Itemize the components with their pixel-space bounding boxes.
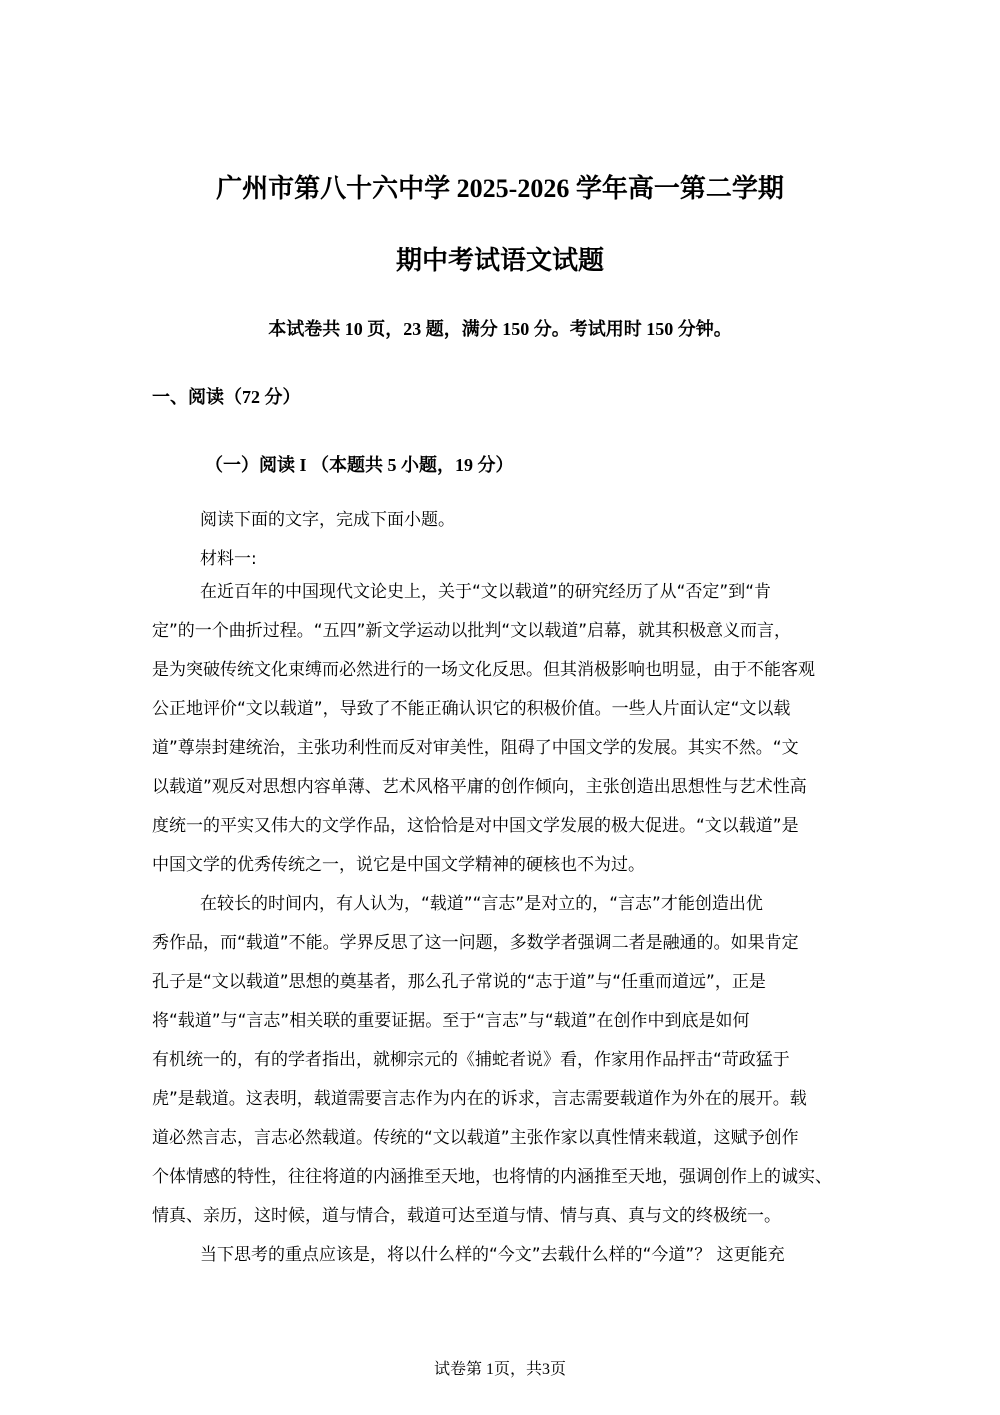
paragraph-1 <box>152 573 852 885</box>
paragraph-3 <box>152 1236 852 1275</box>
exam-intro: 本试卷共 10 页，23 题，满分 150 分。考试用时 150 分钟。 <box>268 319 732 339</box>
paragraph-line: 中国文学的优秀传统之一，说它是中国文学精神的硬核也不为过。 <box>152 855 645 875</box>
page-footer: 试卷第 1页，共3页 <box>433 1361 566 1378</box>
paragraph-line: 是为突破传统文化束缚而必然进行的一场文化反思。但其消极影响也明显，由于不能客观 <box>152 660 815 680</box>
paragraph-line: 定”的一个曲折过程。“五四”新文学运动以批判“文以载道”启幕，就其积极意义而言， <box>152 621 792 641</box>
reading-instruction: 阅读下面的文字，完成下面小题。 <box>200 510 455 530</box>
paragraph-line: 秀作品，而“载道”不能。学界反思了这一问题，多数学者强调二者是融通的。如果肯定 <box>152 933 799 953</box>
paragraph-line: 将“载道”与“言志”相关联的重要证据。至于“言志”与“载道”在创作中到底是如何 <box>152 1011 750 1031</box>
paragraph-line: 在较长的时间内，有人认为，“载道”“言志”是对立的，“言志”才能创造出优 <box>200 894 763 914</box>
paragraph-line: 在近百年的中国现代文论史上，关于“文以载道”的研究经历了从“否定”到“肯 <box>200 582 772 602</box>
exam-title-line1: 广州市第八十六中学 2025-2026 学年高一第二学期 <box>216 174 784 203</box>
paragraph-line: 个体情感的特性，往往将道的内涵推至天地，也将情的内涵推至天地，强调创作上的诚实、 <box>152 1167 832 1187</box>
material-label: 材料一: <box>200 549 257 569</box>
paragraph-line: 虎”是载道。这表明，载道需要言志作为内在的诉求，言志需要载道作为外在的展开。载 <box>152 1089 807 1109</box>
exam-title-line2: 期中考试语文试题 <box>395 246 604 275</box>
paragraph-line: 道必然言志，言志必然载道。传统的“文以载道”主张作家以真性情来载道，这赋予创作 <box>152 1128 799 1148</box>
paragraph-line: 度统一的平实又伟大的文学作品，这恰恰是对中国文学发展的极大促进。“文以载道”是 <box>152 816 799 836</box>
paragraph-line: 当下思考的重点应该是，将以什么样的“今文”去载什么样的“今道”？ 这更能充 <box>200 1245 785 1265</box>
paragraph-line: 有机统一的，有的学者指出，就柳宗元的《捕蛇者说》看，作家用作品抨击“苛政猛于 <box>152 1050 790 1070</box>
paragraph-line: 以载道”观反对思想内容单薄、艺术风格平庸的创作倾向，主张创造出思想性与艺术性高 <box>152 777 807 797</box>
paragraph-line: 公正地评价“文以载道”，导致了不能正确认识它的积极价值。一些人片面认定“文以载 <box>152 699 791 719</box>
paragraph-line: 情真、亲历，这时候，道与情合，载道可达至道与情、情与真、真与文的终极统一。 <box>152 1206 781 1226</box>
paragraph-line: 孔子是“文以载道”思想的奠基者，那么孔子常说的“志于道”与“任重而道远”，正是 <box>152 972 766 992</box>
paragraph-2 <box>152 885 852 1236</box>
paragraph-line: 道”尊崇封建统治，主张功利性而反对审美性，阻碍了中国文学的发展。其实不然。“文 <box>152 738 799 758</box>
subsection-heading: （一）阅读 I （本题共 5 小题，19 分） <box>205 455 514 475</box>
section-heading: 一、阅读（72 分） <box>152 387 301 407</box>
